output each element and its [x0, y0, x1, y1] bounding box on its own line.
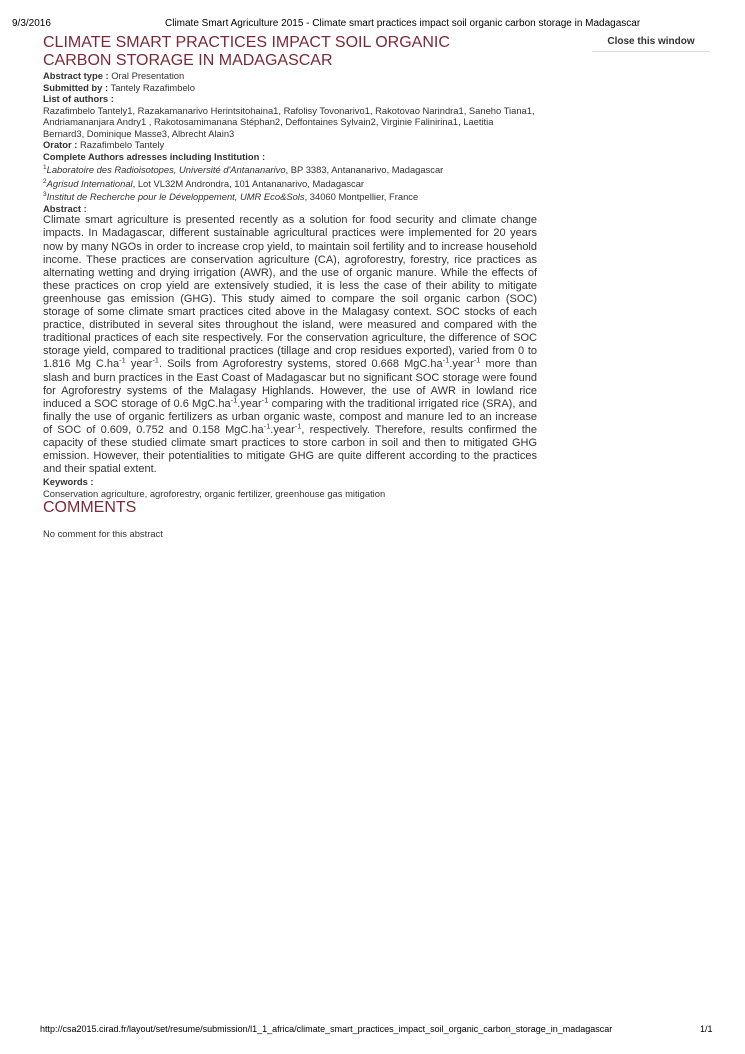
abstract-type-value: Oral Presentation: [111, 70, 185, 81]
print-page-number: 1/1: [700, 1024, 713, 1034]
abstract-type-row: [43, 70, 537, 82]
close-window-button[interactable]: Close this window: [592, 35, 710, 52]
institutions-label: Complete Authors adresses including Institution :: [43, 150, 266, 162]
authors-list: Razafimbelo Tantely1, Razakamanarivo Herintsitohaina1, Rafolisy Tovonarivo1, Rakotovao Narindra1, Saneho Tiana1, Andriamananjara Andry1 , Rakotosamimanana Stéphan2, Deffontaines Sylvain2, Virginie Falinirina1, Laetitia Bernard3, Dominique Masse3, Albrecht Alain3: [43, 104, 535, 139]
orator-row: [43, 139, 537, 151]
submitted-by-row: [43, 82, 537, 94]
keywords-label: Keywords :: [43, 476, 94, 488]
keywords-list: Conservation agriculture, agroforestry, organic fertilizer, greenhouse gas mitigation: [43, 487, 386, 499]
orator-label: Orator :: [43, 139, 78, 150]
comments-heading: COMMENTS: [43, 499, 137, 517]
authors-label: List of authors :: [43, 93, 114, 104]
submitted-by-value: Tantely Razafimbelo: [110, 81, 195, 93]
orator-value: Razafimbelo Tantely: [80, 139, 165, 150]
print-footer-url: http://csa2015.cirad.fr/layout/set/resume/submission/l1_1_africa/climate_smart_practices_impact_soil_organic_carbon_storage_in_madagascar: [40, 1024, 613, 1034]
abstract-content: [43, 34, 537, 540]
paper-title-line2: CARBON STORAGE IN MADAGASCAR: [43, 52, 333, 69]
print-date: 9/3/2016: [12, 18, 51, 29]
submitted-by-label: Submitted by :: [43, 81, 109, 93]
institution-item: $^3$Institut de Recherche pour le Développement, UMR Eco&Sols, 34060 Montpellier, France: [43, 191, 419, 203]
institution-item: $^2$Agrisud International, Lot VL32M Androndra, 101 Antananarivo, Madagascar: [43, 177, 365, 189]
no-comment-text: No comment for this abstract: [43, 528, 163, 540]
institution-item: $^1$Laboratoire des Radioisotopes, Université d'Antananarivo, BP 3383, Antananarivo, Madagascar: [43, 164, 444, 176]
abstract-label: Abstract :: [43, 202, 87, 214]
paper-title-line1: CLIMATE SMART PRACTICES IMPACT SOIL ORGANIC: [43, 34, 450, 51]
paper-title: [43, 34, 537, 70]
abstract-type-label: Abstract type :: [43, 70, 109, 81]
abstract-body: Climate smart agriculture is presented recently as a solution for food security and climate change impacts. In Madagascar, different sustainable agricultural practices were implemented for 20 years now by many NGOs in order to increase crop yield, to maintain soil fertility and to increase household income. These practices are conservation agriculture (CA), agroforestry, forestry, rice practices as alternating wetting and drying irrigation (AWR), and the use of organic manure. While the effects of these practices on crop yield are extensively studied, it is less the case of their ability to mitigate greenhouse gas emission (GHG). This study aimed to compare the soil organic carbon (SOC) storage of some climate smart practices cited above in the Malagasy context. SOC stocks of each practice, distributed in several sites throughout the island, were measured and compared with the traditional practices of each site respectively. For the conservation agriculture, the difference of SOC storage yield, compared to traditional practices (tillage and crop residues exported), varied from 0 to 1.816 Mg $C.ha^{-1}$ year$^{-1}$. Soils from Agroforestry systems, stored 0.668 $MgC.ha^{-1}.year^{-1}$ more than slash and burn practices in the East Coast of Madagascar but no significant SOC storage were found for Agroforestry systems of the Malagasy Highlands. However, the use of AWR in lowland rice induced a SOC storage of 0.6 $MgC.ha^{-1}.year^{-1}$ comparing with the traditional irrigated rice (SRA), and finally the use of organic fertilizers as urban organic waste, compost and manure led to an increase of SOC of 0.609, 0.752 and 0.158 $MgC.ha^{-1}.year^{-1}$, respectively. Therefore, results confirmed the capacity of these studied climate smart practices to store carbon in soil and then to mitigated GHG emission. However, their potentialities to mitigate GHG are quite different according to the practices and their spatial extent.: [43, 214, 538, 476]
print-page-title: Climate Smart Agriculture 2015 - Climate smart practices impact soil organic carbon storage in Madagascar: [165, 18, 641, 29]
